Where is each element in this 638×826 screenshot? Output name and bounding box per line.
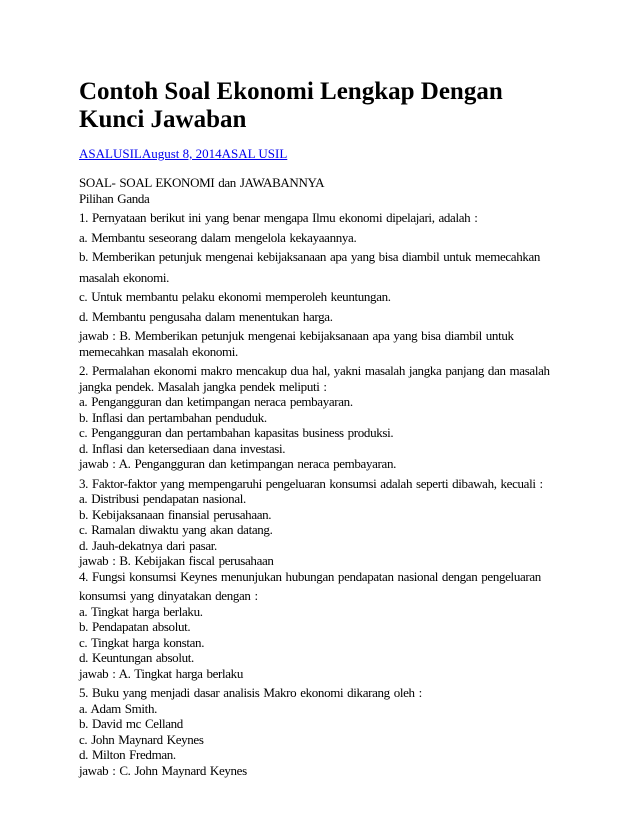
option: b. David mc Celland xyxy=(79,716,183,731)
question-5: 5. Buku yang menjadi dasar analisis Makro ekonomi dikarang oleh : xyxy=(79,685,422,700)
option-continued: masalah ekonomi. xyxy=(79,269,169,285)
section-subheading: Pilihan Ganda xyxy=(79,190,150,206)
option: d. Keuntungan absolut. xyxy=(79,650,194,665)
article-title xyxy=(79,78,579,134)
option: b. Inflasi dan pertambahan penduduk. xyxy=(79,409,267,425)
option: c. Tingkat harga konstan. xyxy=(79,634,205,650)
option: d. Jauh-dekatnya dari pasar. xyxy=(79,537,217,553)
answer: jawab : A. Pengangguran dan ketimpangan neraca pembayaran. xyxy=(79,456,396,471)
title-line: Kunci Jawaban xyxy=(79,106,247,133)
question-2: 2. Permalahan ekonomi makro mencakup dua hal, yakni masalah jangka panjang dan masalah xyxy=(79,363,550,378)
option: d. Milton Fredman. xyxy=(79,747,176,762)
option: b. Memberikan petunjuk mengenai kebijaksanaan apa yang bisa diambil untuk memecahkan xyxy=(79,249,541,264)
answer: jawab : C. John Maynard Keynes xyxy=(79,762,247,778)
date-link[interactable]: August 8, 2014 xyxy=(141,146,222,161)
article xyxy=(79,78,579,778)
question-continued: konsumsi yang dinyatakan dengan : xyxy=(79,588,258,603)
title-line: Contoh Soal Ekonomi Lengkap Dengan xyxy=(79,78,503,105)
answer: jawab : B. Kebijakan fiscal perusahaan xyxy=(79,553,274,568)
author-link[interactable]: ASALUSIL xyxy=(79,146,142,161)
article-body xyxy=(79,175,579,778)
option: b. Pendapatan absolut. xyxy=(79,619,191,634)
answer-continued: memecahkan masalah ekonomi. xyxy=(79,343,238,359)
option: a. Tingkat harga berlaku. xyxy=(79,603,203,619)
option: a. Adam Smith. xyxy=(79,700,157,716)
author-link-2[interactable]: ASAL USIL xyxy=(221,146,288,161)
section-heading: SOAL- SOAL EKONOMI dan JAWABANNYA xyxy=(79,175,325,190)
option: d. Membantu pengusaha dalam menentukan harga. xyxy=(79,308,333,324)
question-3: 3. Faktor-faktor yang mempengaruhi pengeluaran konsumsi adalah seperti dibawah, kecuali : xyxy=(79,475,543,491)
question-4: 4. Fungsi konsumsi Keynes menunjukan hubungan pendapatan nasional dengan pengeluaran xyxy=(79,568,541,584)
option: d. Inflasi dan ketersediaan dana investasi. xyxy=(79,440,286,456)
option: c. John Maynard Keynes xyxy=(79,731,204,747)
answer: jawab : B. Memberikan petunjuk mengenai kebijaksanaan apa yang bisa diambil untuk xyxy=(79,328,514,343)
option: c. Pengangguran dan pertambahan kapasitas business produksi. xyxy=(79,425,394,440)
option: a. Distribusi pendapatan nasional. xyxy=(79,491,246,506)
option: c. Untuk membantu pelaku ekonomi memperoleh keuntungan. xyxy=(79,289,391,304)
question-1: 1. Pernyataan berikut ini yang benar mengapa Ilmu ekonomi dipelajari, adalah : xyxy=(79,210,478,225)
option: a. Membantu seseorang dalam mengelola kekayaannya. xyxy=(79,229,357,245)
option: c. Ramalan diwaktu yang akan datang. xyxy=(79,522,273,537)
post-meta xyxy=(79,146,579,162)
option: b. Kebijaksanaan finansial perusahaan. xyxy=(79,506,272,522)
question-continued: jangka pendek. Masalah jangka pendek meliputi : xyxy=(79,378,327,394)
option: a. Pengangguran dan ketimpangan neraca pembayaran. xyxy=(79,394,353,409)
answer: jawab : A. Tingkat harga berlaku xyxy=(79,665,243,681)
